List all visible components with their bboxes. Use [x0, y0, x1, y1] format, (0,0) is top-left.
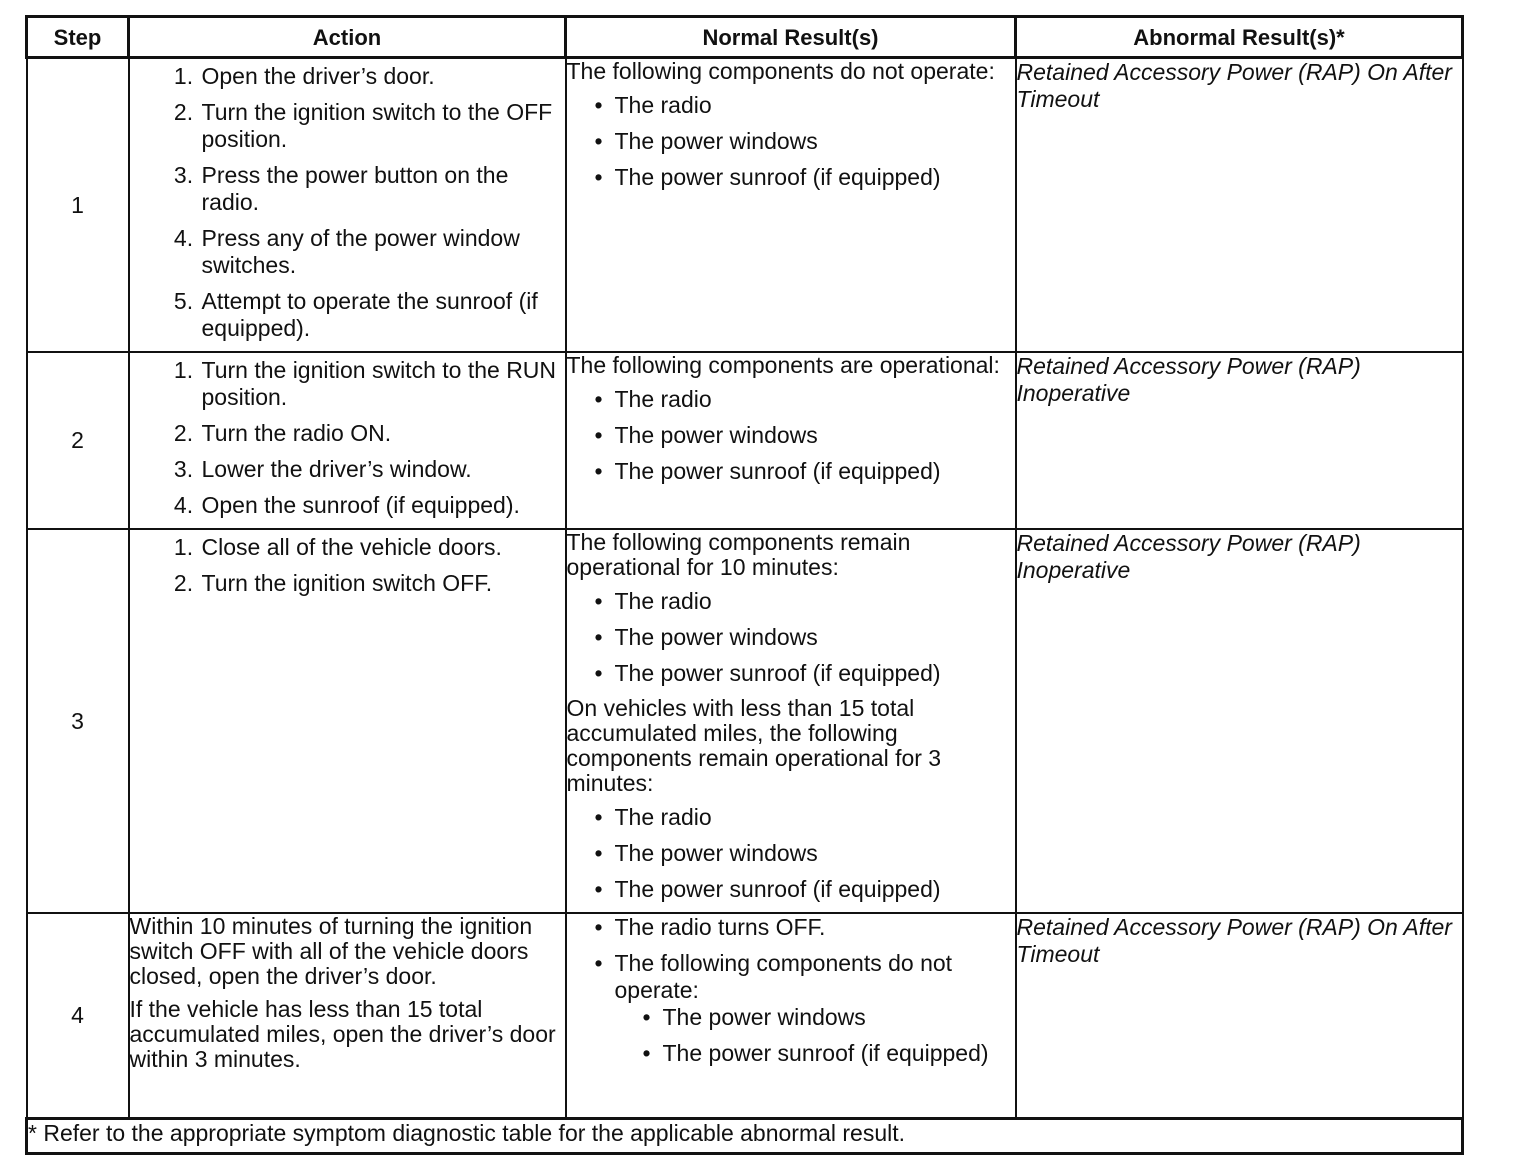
list-item: • The power sunroof (if equipped)	[595, 164, 1015, 191]
list-item: 2. Turn the radio ON.	[200, 420, 557, 447]
normal-list	[567, 914, 1015, 1067]
table-row	[27, 352, 1463, 529]
list-item: • The power windows	[595, 624, 1015, 651]
normal-intro: The following components remain operational for 10 minutes:	[566, 529, 911, 580]
action-cell	[129, 529, 566, 913]
abnormal-result-cell: Retained Accessory Power (RAP) Inoperative	[1016, 529, 1463, 913]
action-list	[130, 357, 565, 519]
list-item: • The radio turns OFF.	[595, 914, 1015, 941]
list-item: 1. Turn the ignition switch to the RUN position.	[200, 357, 557, 411]
list-item: 2. Turn the ignition switch OFF.	[200, 570, 557, 597]
list-item-text: The following components do not operate:	[614, 950, 953, 1003]
list-item: 5. Attempt to operate the sunroof (if equipped).	[200, 288, 557, 342]
normal-list	[567, 92, 1015, 191]
list-item: • The power windows	[595, 840, 1015, 867]
header-row	[27, 17, 1463, 58]
list-item: 4. Press any of the power window switches.	[200, 225, 557, 279]
list-item: • The power sunroof (if equipped)	[595, 876, 1015, 903]
step-number: 2	[27, 352, 129, 529]
list-item	[595, 950, 1015, 1067]
abnormal-result-cell: Retained Accessory Power (RAP) Inoperative	[1016, 352, 1463, 529]
step-number: 4	[27, 913, 129, 1118]
step-number: 1	[27, 58, 129, 353]
normal-intro-secondary: On vehicles with less than 15 total accumulated miles, the following components remain operational for 3 minutes:	[566, 695, 942, 796]
footnote-row	[27, 1118, 1463, 1153]
list-item: 3. Press the power button on the radio.	[200, 162, 557, 216]
normal-sublist	[615, 1004, 1015, 1067]
list-item: • The radio	[595, 588, 1015, 615]
normal-list	[567, 588, 1015, 687]
abnormal-result-cell: Retained Accessory Power (RAP) On After Timeout	[1016, 58, 1463, 353]
normal-intro: The following components do not operate:	[566, 58, 995, 84]
list-item: 4. Open the sunroof (if equipped).	[200, 492, 557, 519]
normal-result-cell	[566, 58, 1016, 353]
list-item: • The power windows	[595, 128, 1015, 155]
list-item: • The power sunroof (if equipped)	[595, 660, 1015, 687]
header-abnormal-results: Abnormal Result(s)*	[1016, 17, 1463, 58]
list-item: • The power sunroof (if equipped)	[595, 458, 1015, 485]
action-cell	[129, 352, 566, 529]
normal-list	[567, 386, 1015, 485]
list-item: • The power windows	[643, 1004, 1015, 1031]
list-item: • The radio	[595, 386, 1015, 413]
table-row	[27, 913, 1463, 1118]
action-cell	[129, 58, 566, 353]
table-row	[27, 58, 1463, 353]
normal-result-cell	[566, 352, 1016, 529]
abnormal-result-cell: Retained Accessory Power (RAP) On After Timeout	[1016, 913, 1463, 1118]
footnote: * Refer to the appropriate symptom diagnostic table for the applicable abnormal result.	[27, 1118, 1463, 1153]
list-item: 2. Turn the ignition switch to the OFF position.	[200, 99, 557, 153]
normal-list-secondary	[567, 804, 1015, 903]
header-action: Action	[129, 17, 566, 58]
diagnostic-table	[25, 15, 1464, 1155]
action-list	[130, 534, 565, 597]
header-step: Step	[27, 17, 129, 58]
table-row	[27, 529, 1463, 913]
normal-intro: The following components are operational:	[566, 352, 1000, 378]
list-item: • The power windows	[595, 422, 1015, 449]
list-item: • The radio	[595, 804, 1015, 831]
action-paragraph: Within 10 minutes of turning the ignition switch OFF with all of the vehicle doors closed, open the driver’s door.	[129, 913, 533, 989]
step-number: 3	[27, 529, 129, 913]
list-item: • The radio	[595, 92, 1015, 119]
action-list	[130, 63, 565, 342]
normal-result-cell	[566, 913, 1016, 1118]
list-item: 1. Close all of the vehicle doors.	[200, 534, 557, 561]
header-normal-results: Normal Result(s)	[566, 17, 1016, 58]
action-cell	[129, 913, 566, 1118]
list-item: 1. Open the driver’s door.	[200, 63, 557, 90]
list-item: 3. Lower the driver’s window.	[200, 456, 557, 483]
normal-result-cell	[566, 529, 1016, 913]
action-paragraph: If the vehicle has less than 15 total accumulated miles, open the driver’s door within 3 minutes.	[129, 996, 556, 1072]
list-item: • The power sunroof (if equipped)	[643, 1040, 1015, 1067]
